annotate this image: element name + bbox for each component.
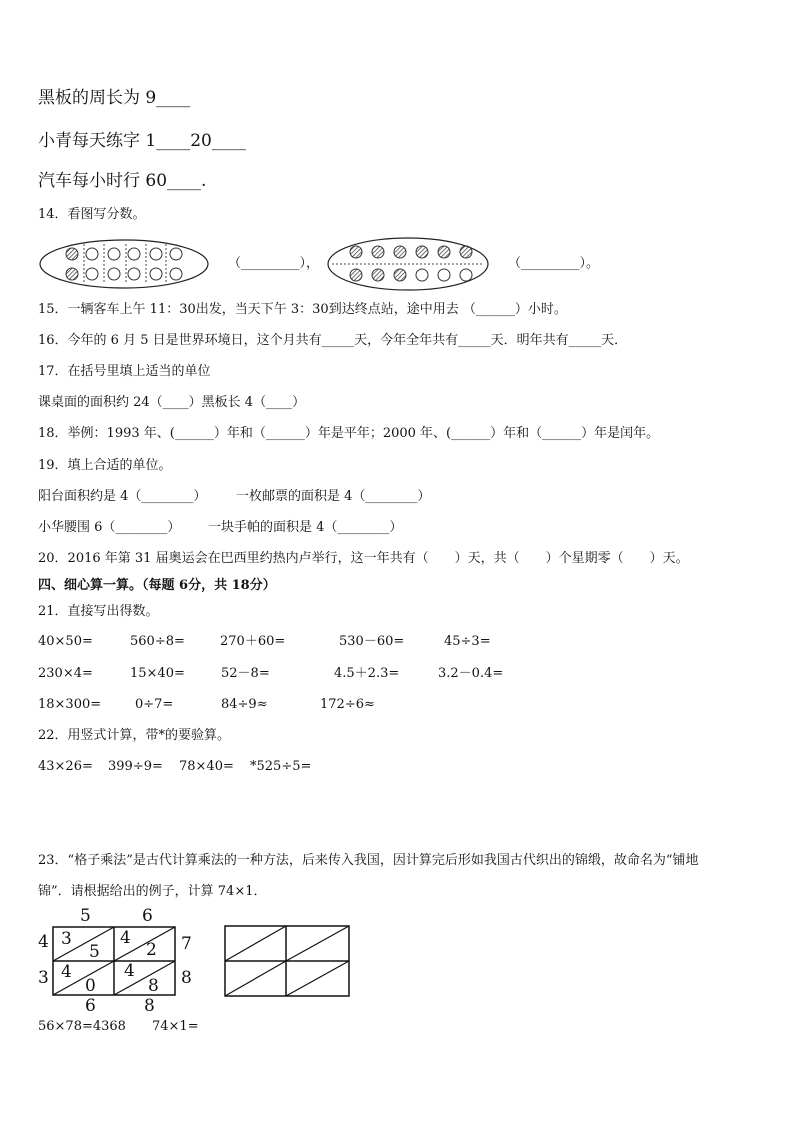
lattice-example	[30, 905, 205, 1015]
lattice-bottom-1: 6	[85, 996, 96, 1016]
question-17: 17．在括号里填上适当的单位	[38, 364, 211, 379]
lattice-bottom-2: 8	[144, 996, 155, 1016]
shaded-circle	[372, 269, 384, 281]
question-21: 21．直接写出得数。	[38, 604, 159, 619]
q19-stamp: 一枚邮票的面积是 4（________）	[236, 489, 431, 504]
empty-circle	[438, 269, 450, 281]
shaded-circle	[460, 246, 472, 258]
shaded-circle	[438, 246, 450, 258]
lattice-top-2: 6	[142, 906, 153, 926]
question-18: 18．举例：1993 年、(______）年和（______）年是平年；2000 年、(______）年和（______）年是闰年。	[38, 426, 660, 441]
empty-circle	[128, 268, 140, 280]
calc-r2-5: 3.2－0.4=	[438, 666, 504, 681]
question-15: 15．一辆客车上午 11：30出发，当天下午 3：30到达终点站，途中用去 （______）小时。	[38, 302, 567, 317]
fraction-figure-2	[326, 236, 490, 292]
calc-r4-1: 43×26=	[38, 759, 93, 774]
question-16: 16．今年的 6 月 5 日是世界环境日，这个月共有_____天，今年全年共有_____天．明年共有_____天．	[38, 333, 628, 348]
shaded-circle	[350, 246, 362, 258]
shaded-circle	[394, 246, 406, 258]
empty-circle	[86, 248, 98, 260]
empty-circle	[150, 248, 162, 260]
question-22: 22．用竖式计算，带*的要验算。	[38, 728, 231, 743]
fraction-figure-1	[38, 238, 210, 290]
empty-circle	[460, 269, 472, 281]
lattice-cell-a-ones: 5	[89, 942, 100, 962]
shaded-circle	[66, 268, 78, 280]
question-23-line-2: 锦”．请根据给出的例子，计算 74×1．	[38, 884, 267, 899]
lattice-answer-grid[interactable]	[224, 925, 350, 997]
lattice-left-2: 3	[38, 968, 49, 988]
shaded-circle	[66, 248, 78, 260]
calc-r2-1: 230×4=	[38, 666, 93, 681]
lattice-right-2: 8	[181, 968, 192, 988]
car-speed-line: 汽车每小时行 60____.	[38, 171, 207, 191]
lattice-cell-b-tens: 4	[120, 928, 131, 948]
lattice-cell-c-tens: 4	[61, 962, 72, 982]
empty-circle	[150, 268, 162, 280]
calc-r1-1: 40×50=	[38, 634, 93, 649]
calc-r2-3: 52－8=	[221, 666, 270, 681]
q19-handkerchief: 一块手帕的面积是 4（________）	[208, 520, 403, 535]
question-20: 20．2016 年第 31 届奥运会在巴西里约热内卢举行，这一年共有（ ）天，共（ ）个星期零（ ）天。	[38, 551, 689, 566]
calc-r2-4: 4.5＋2.3=	[334, 666, 400, 681]
lattice-cell-d-ones: 8	[148, 976, 159, 996]
figure-1-circles	[66, 244, 182, 284]
empty-circle	[86, 268, 98, 280]
blackboard-perimeter-line: 黑板的周长为 9____	[38, 88, 191, 108]
example-equation: 56×78=4368	[38, 1019, 126, 1034]
writing-practice-line: 小青每天练字 1____20____	[38, 131, 246, 151]
calc-r1-2: 560÷8=	[130, 634, 185, 649]
lattice-cell-c-ones: 0	[85, 976, 96, 996]
empty-circle	[128, 248, 140, 260]
calc-r3-1: 18×300=	[38, 697, 102, 712]
shaded-circle	[416, 246, 428, 258]
q14-answer-blank-1[interactable]: （_________），	[228, 256, 320, 271]
shaded-circle	[372, 246, 384, 258]
q19-balcony: 阳台面积约是 4（________）	[38, 489, 207, 504]
section-4-heading: 四、细心算一算。（每题 6分，共 18分）	[38, 578, 276, 593]
lattice-right-1: 7	[181, 934, 192, 954]
lattice-left-1: 4	[38, 932, 49, 952]
empty-circle	[416, 269, 428, 281]
answer-equation: 74×1=	[152, 1019, 199, 1034]
shaded-circle	[350, 269, 362, 281]
lattice-cell-a-tens: 3	[61, 929, 72, 949]
empty-circle	[108, 248, 120, 260]
question-23-line-1: 23．“格子乘法”是古代计算乘法的一种方法，后来传入我国，因计算完后形如我国古代织出的锦缎，故命名为“铺地	[38, 853, 699, 868]
calc-r1-3: 270＋60=	[220, 634, 286, 649]
q19-waist: 小华腰围 6（________）	[38, 520, 181, 535]
calc-r3-3: 84÷9≈	[221, 697, 268, 712]
calc-r4-4: *525÷5=	[250, 759, 312, 774]
empty-circle	[170, 268, 182, 280]
empty-circle	[108, 268, 120, 280]
calc-r3-4: 172÷6≈	[320, 697, 375, 712]
calc-r4-2: 399÷9=	[108, 759, 163, 774]
calc-r2-2: 15×40=	[130, 666, 185, 681]
calc-r1-4: 530－60=	[339, 634, 405, 649]
lattice-cell-d-tens: 4	[124, 961, 135, 981]
empty-circle	[170, 248, 182, 260]
shaded-circle	[394, 269, 406, 281]
lattice-cell-b-ones: 2	[146, 940, 157, 960]
calc-r3-2: 0÷7=	[135, 697, 174, 712]
q14-answer-blank-2[interactable]: （_________）。	[508, 256, 600, 271]
calc-r4-3: 78×40=	[179, 759, 234, 774]
question-14: 14．看图写分数。	[38, 207, 146, 222]
question-19: 19．填上合适的单位。	[38, 458, 172, 473]
lattice-top-1: 5	[80, 906, 91, 926]
figure-2-circles	[332, 246, 484, 281]
question-17-items: 课桌面的面积约 24（____）黑板长 4（____）	[38, 395, 306, 410]
calc-r1-5: 45÷3=	[444, 634, 491, 649]
